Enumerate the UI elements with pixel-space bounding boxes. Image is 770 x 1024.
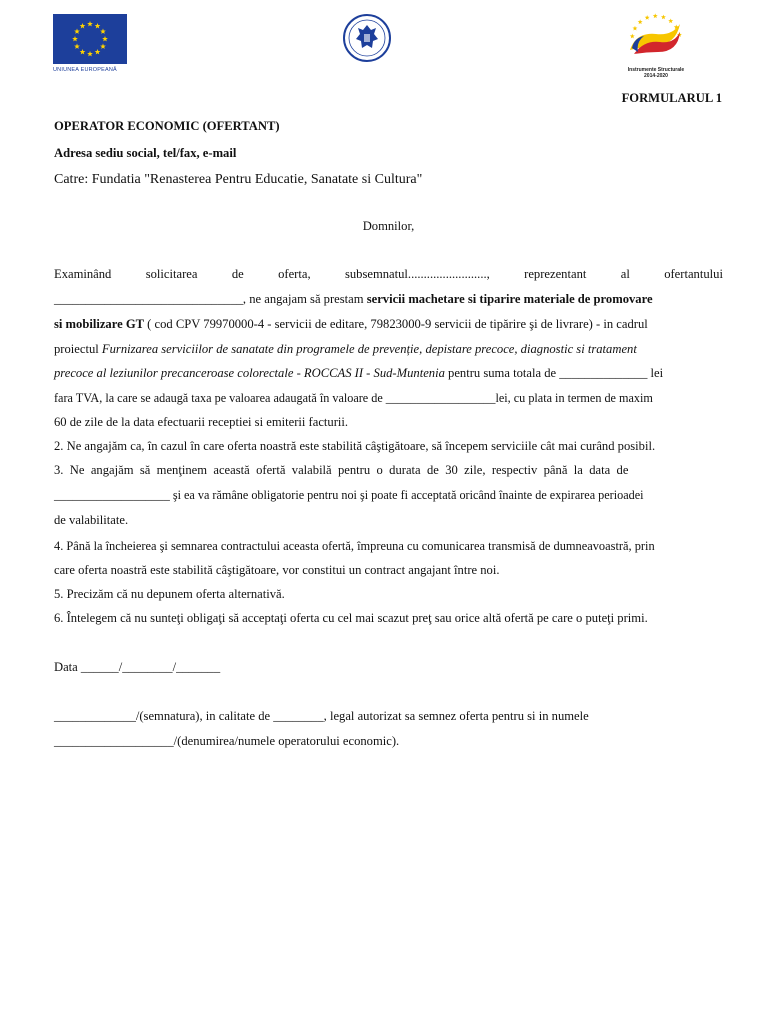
body-line-4: proiectul Furnizarea serviciilor de sanatate din programele de prevenție, depistare precoce, diagnostic si tratament [54,342,637,356]
body-line-3: si mobilizare GT ( cod CPV 79970000-4 - servicii de editare, 79823000-9 servicii de tipărire şi de livrare) - in cadrul [54,317,648,331]
salutation: Domnilor, [362,219,415,233]
date-line: Data ______/________/_______ [54,660,221,674]
clause-4-line-2: care oferta noastră este stabilită câştigătoare, vor constitui un contract angajant între noi. [54,563,500,577]
eu-logo [53,14,127,76]
eu-flag-icon [53,14,127,64]
government-seal-logo [342,12,392,64]
clause-3-line-3: de valabilitate. [54,513,129,527]
body-line-1: Examinând solicitarea de oferta, subsemnatul........................., reprezentant al ofertantului [54,267,723,281]
form-title: FORMULARUL 1 [621,91,722,105]
clause-3-line-1: 3. Ne angajăm să menţinem această ofertă valabilă pentru o durata de 30 zile, respectiv până la data de [54,463,629,477]
body-line-2: ______________________________, ne angajam să prestam servicii machetare si tiparire materiale de promovare [54,292,653,306]
structural-instruments-icon [616,10,696,66]
clause-5: 5. Precizăm că nu depunem oferta alternativă. [54,587,285,601]
structural-instruments-logo [616,10,696,86]
address-heading: Adresa sediu social, tel/fax, e-mail [54,146,237,160]
romania-seal-icon [342,12,392,64]
body-line-7: 60 de zile de la data efectuarii receptiei si emiterii facturii. [54,415,349,429]
body-line-6: fara TVA, la care se adaugă taxa pe valoarea adaugată în valoare de __________________lei, cu plata in termen de maxim [54,391,653,405]
recipient-line: Catre: Fundatia "Renasterea Pentru Educatie, Sanatate si Cultura" [54,172,423,187]
body-line-5: precoce al leziunilor precanceroase colorectale - ROCCAS II - Sud-Muntenia pentru suma totala de ______________ lei [54,366,664,380]
eu-label: UNIUNEA EUROPEANĂ [53,67,117,73]
clause-4-line-1: 4. Până la încheierea şi semnarea contractului aceasta ofertă, împreuna cu comunicarea transmisă de dumneavoastră, prin [54,539,655,553]
operator-name-line: ___________________/(denumirea/numele operatorului economic). [54,734,400,748]
clause-3-line-2: ___________________ şi ea va rămâne obligatorie pentru noi şi poate fi acceptată oricând înainte de expirarea perioadei [54,488,644,502]
operator-heading: OPERATOR ECONOMIC (OFERTANT) [54,119,280,133]
signature-line: _____________/(semnatura), in calitate de ________, legal autorizat sa semnez oferta pentru si in numele [54,709,589,723]
structural-instruments-label: Instrumente Structurale 2014-2020 [627,67,685,79]
clause-2: 2. Ne angajăm ca, în cazul în care oferta noastră este stabilită câştigătoare, să începem serviciile cât mai curând posibil. [54,439,656,453]
clause-6: 6. Întelegem că nu sunteţi obligaţi să acceptaţi oferta cu cel mai scazut preţ sau orice altă ofertă pe care o puteţi primi. [54,611,648,625]
